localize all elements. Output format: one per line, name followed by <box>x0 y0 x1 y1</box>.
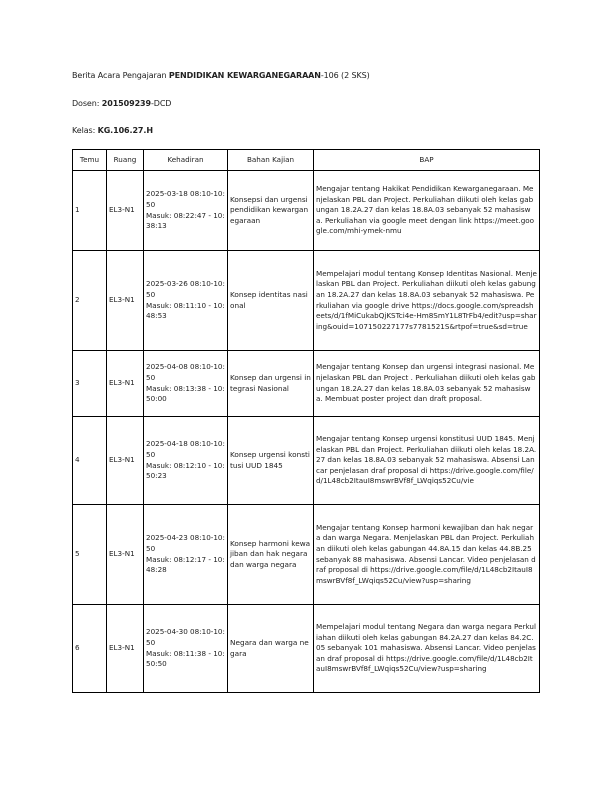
course-name: PENDIDIKAN KEWARGANEGARAAN <box>168 71 321 80</box>
table-row <box>73 351 540 417</box>
dosen-suffix: -DCD <box>150 99 172 108</box>
header-title-line <box>72 71 370 80</box>
cell-bap: Mempelajari modul tentang Konsep Identitas Nasional. Menjelaskan PBL dan Project. Perkuliahan diikuti oleh kelas gabungan 18.2A.27 dan kelas 18.8A.03 sebanyak 52 mahasiswa. Perkuliahan via google drive https://docs.google.com/spreadsheets/d/1fMiCukabQjKSTci4e-Hm8SmY1L8TrFb4/edit?usp=sharing&ouid=107150227177s7781521S&rtpof=true&sd=true <box>314 251 540 351</box>
table-header <box>73 150 540 171</box>
kelas-code: KG.106.27.H <box>97 126 153 135</box>
cell-ruang: EL3-N1 <box>107 251 144 351</box>
cell-temu: 4 <box>73 417 107 505</box>
cell-kehadiran: 2025-03-18 08:10-10:50 Masuk: 08:22:47 - 10:38:13 <box>144 171 228 251</box>
bap-table <box>72 149 540 693</box>
cell-kehadiran: 2025-04-18 08:10-10:50 Masuk: 08:12:10 - 10:50:23 <box>144 417 228 505</box>
table-row <box>73 251 540 351</box>
cell-ruang: EL3-N1 <box>107 605 144 693</box>
cell-bap: Mengajar tentang Konsep urgensi konstitusi UUD 1845. Menjelaskan PBL dan Project. Perkuliahan diikuti oleh kelas 18.2A.27 dan kelas 18.8A.03 sebanyak 52 mahasiswa. Absensi Lancar penjelasan draf proposal di https://drive.google.com/file/d/1L48cb2ItauI8mswrBVf8f_LWqiqs52Cu/vie <box>314 417 540 505</box>
table-body <box>73 171 540 693</box>
table-header-row <box>73 150 540 171</box>
cell-temu: 6 <box>73 605 107 693</box>
table-row <box>73 605 540 693</box>
column-header-bahan-kajian: Bahan Kajian <box>228 150 314 171</box>
cell-ruang: EL3-N1 <box>107 351 144 417</box>
cell-temu: 3 <box>73 351 107 417</box>
cell-bahan-kajian: Konsepsi dan urgensi pendidikan kewarganegaraan <box>228 171 314 251</box>
table-row <box>73 417 540 505</box>
cell-temu: 2 <box>73 251 107 351</box>
column-header-bap: BAP <box>314 150 540 171</box>
cell-bap: Mengajar tentang Konsep dan urgensi integrasi nasional. Menjelaskan PBL dan Project . Perkuliahan diikuti oleh kelas gabungan 18.2A.27 dan kelas 18.8A.03 sebanyak 52 mahasiswa. Membuat poster project dan draft proposal. <box>314 351 540 417</box>
cell-bahan-kajian: Konsep urgensi konstitusi UUD 1845 <box>228 417 314 505</box>
column-header-ruang: Ruang <box>107 150 144 171</box>
cell-bap: Mengajar tentang Konsep harmoni kewajiban dan hak negara dan warga Negara. Menjelaskan PBL dan Project. Perkuliahan diikuti oleh kelas gabungan 44.8A.15 dan kelas 44.8B.25 sebanyak 88 mahasiswa. Absensi Lancar. Video penjelasan draf proposal di https://drive.google.com/file/d/1L48cb2ItauI8mswrBVf8f_LWqiqs52Cu/view?usp=sharing <box>314 505 540 605</box>
cell-temu: 5 <box>73 505 107 605</box>
dosen-code: 201509239 <box>101 99 151 108</box>
cell-bap: Mempelajari modul tentang Negara dan warga negara Perkuliahan diikuti oleh kelas gabungan 84.2A.27 dan kelas 84.2C.05 sebanyak 101 mahasiswa. Absensi Lancar. Video penjelasan draf proposal di https://drive.google.com/file/d/1L48cb2ItauI8mswrBVf8f_LWqiqs52Cu/view?usp=sharing <box>314 605 540 693</box>
cell-kehadiran: 2025-04-08 08:10-10:50 Masuk: 08:13:38 - 10:50:00 <box>144 351 228 417</box>
cell-bahan-kajian: Konsep identitas nasional <box>228 251 314 351</box>
kelas-label: Kelas: <box>72 126 98 135</box>
course-suffix: -106 (2 SKS) <box>320 71 370 80</box>
cell-bahan-kajian: Negara dan warga negara <box>228 605 314 693</box>
cell-bahan-kajian: Konsep dan urgensi integrasi Nasional <box>228 351 314 417</box>
cell-temu: 1 <box>73 171 107 251</box>
cell-kehadiran: 2025-04-23 08:10-10:50 Masuk: 08:12:17 - 10:48:28 <box>144 505 228 605</box>
cell-kehadiran: 2025-04-30 08:10-10:50 Masuk: 08:11:38 - 10:50:50 <box>144 605 228 693</box>
table-row <box>73 505 540 605</box>
cell-bap: Mengajar tentang Hakikat Pendidikan Kewarganegaraan. Menjelaskan PBL dan Project. Perkuliahan diikuti oleh kelas gabungan 18.2A.27 dan kelas 18.8A.03 sebanyak 52 mahasiswa. Perkuliahan via google meet dengan link https://meet.google.com/mhi-ymek-nmu <box>314 171 540 251</box>
cell-ruang: EL3-N1 <box>107 171 144 251</box>
kelas-line <box>72 126 153 135</box>
dosen-line <box>72 99 171 108</box>
cell-kehadiran: 2025-03-26 08:10-10:50 Masuk: 08:11:10 - 10:48:53 <box>144 251 228 351</box>
column-header-kehadiran: Kehadiran <box>144 150 228 171</box>
cell-ruang: EL3-N1 <box>107 417 144 505</box>
column-header-temu: Temu <box>73 150 107 171</box>
cell-bahan-kajian: Konsep harmoni kewajiban dan hak negara dan warga negara <box>228 505 314 605</box>
dosen-label: Dosen: <box>72 99 102 108</box>
table-row <box>73 171 540 251</box>
title-prefix: Berita Acara Pengajaran <box>72 71 169 80</box>
cell-ruang: EL3-N1 <box>107 505 144 605</box>
